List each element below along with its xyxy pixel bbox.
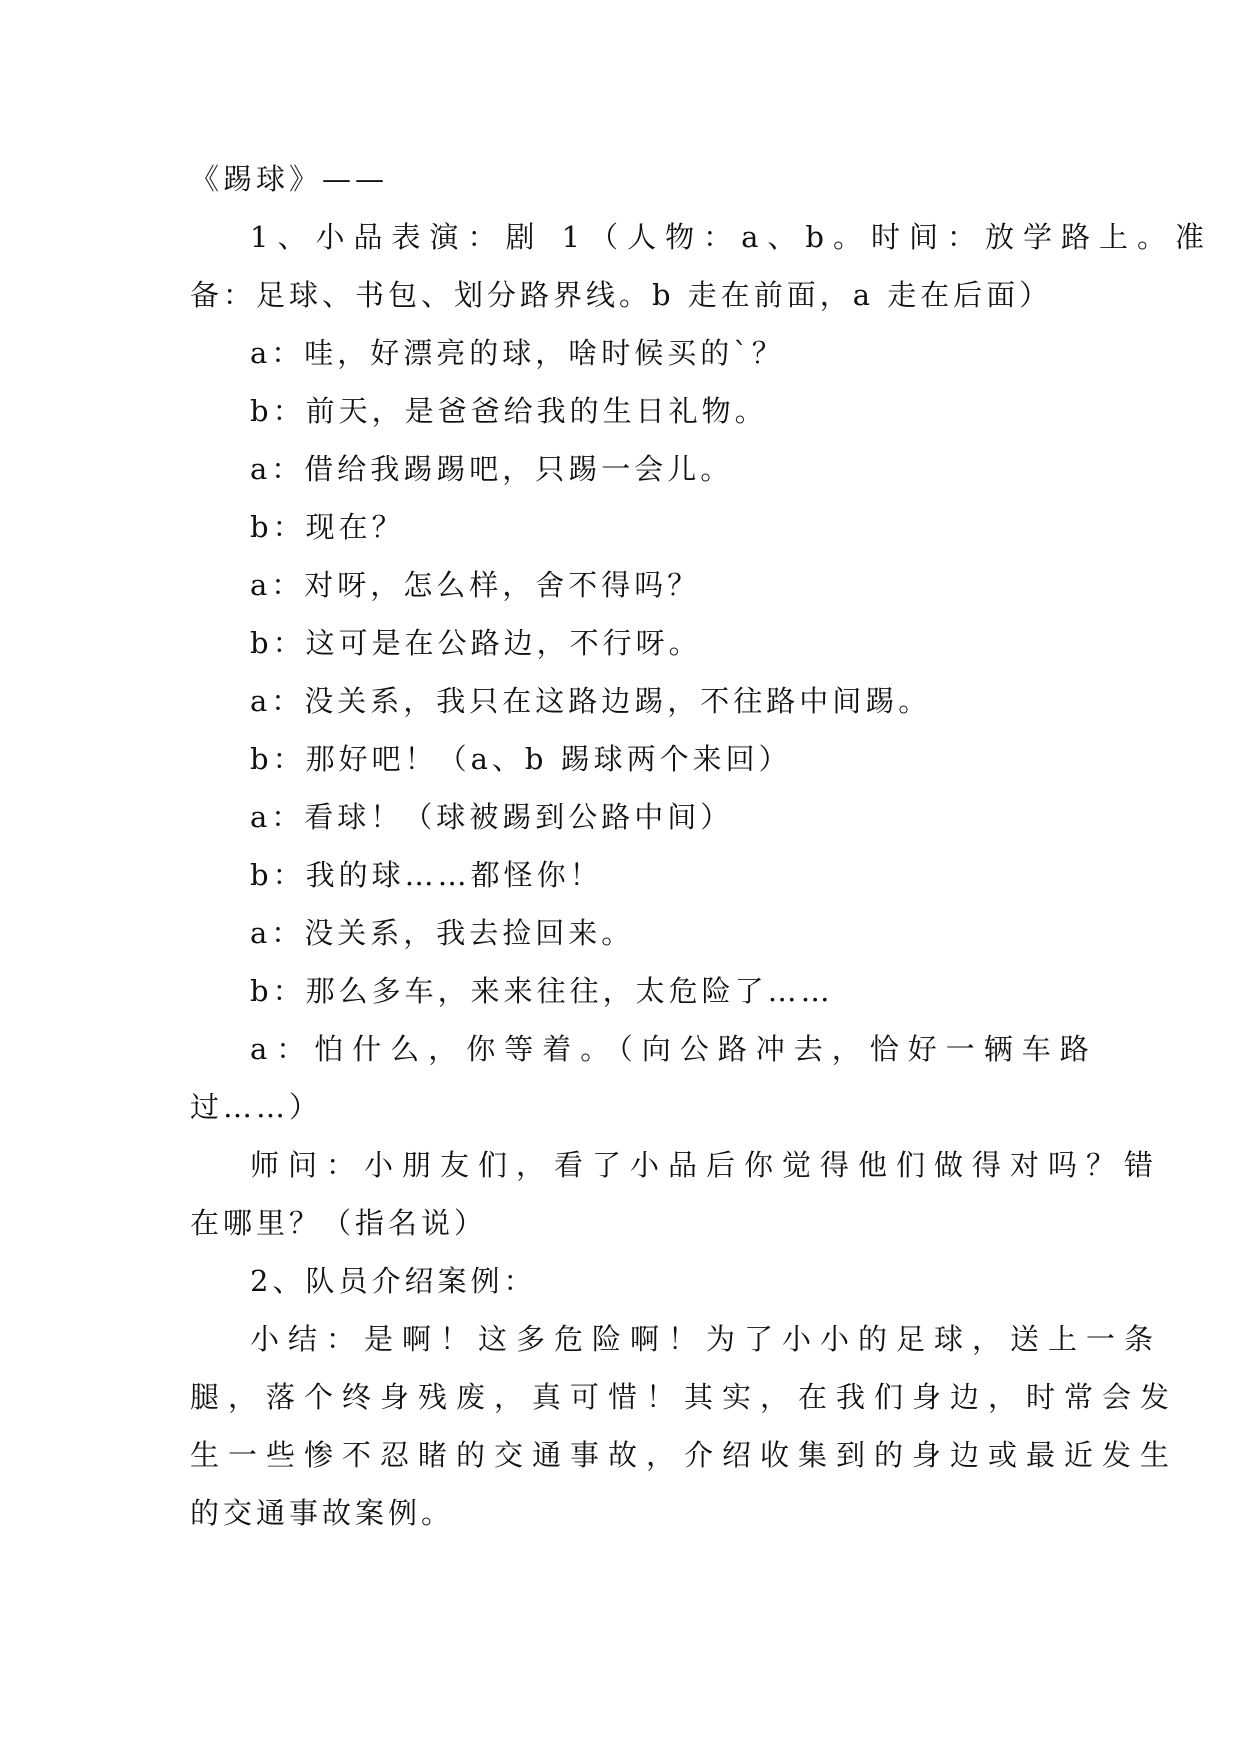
text-line: b：这可是在公路边，不行呀。 [250, 626, 702, 660]
document-title: 《踢球》—— [190, 162, 389, 196]
text-line: b：前天，是爸爸给我的生日礼物。 [250, 394, 768, 428]
text-line: 的交通事故案例。 [190, 1496, 455, 1530]
text-line: a：没关系，我只在这路边踢，不往路中间踢。 [250, 684, 932, 718]
text-line: 2、队员介绍案例： [250, 1264, 537, 1298]
text-line: b：现在？ [250, 510, 405, 544]
text-line: 腿，落个终身残废，真可惜！其实，在我们身边，时常会发 [190, 1380, 1179, 1414]
document-body [190, 150, 1213, 1542]
text-line: a：怕什么，你等着。（向公路冲去，恰好一辆车路 [250, 1032, 1098, 1066]
document-lines [190, 208, 1213, 1542]
text-line: 1、小品表演：剧 1（人物：a、b。时间：放学路上。准 [250, 220, 1213, 254]
text-line: 备：足球、书包、划分路界线。b 走在前面，a 走在后面） [190, 278, 1053, 312]
text-line: 生一些惨不忍睹的交通事故，介绍收集到的身边或最近发生 [190, 1438, 1179, 1472]
text-line: a：看球！（球被踢到公路中间） [250, 800, 734, 834]
text-line: b：那好吧！（a、b 踢球两个来回） [250, 742, 792, 776]
text-line: b：那么多车，来来往往，太危险了…… [250, 974, 834, 1008]
text-line: a：对呀，怎么样，舍不得吗？ [250, 568, 701, 602]
text-line: a：哇，好漂亮的球，啥时候买的`？ [250, 336, 785, 370]
text-line: 师问：小朋友们，看了小品后你觉得他们做得对吗？错 [250, 1148, 1163, 1182]
text-line: 小结：是啊！这多危险啊！为了小小的足球，送上一条 [250, 1322, 1163, 1356]
text-line: 在哪里？（指名说） [190, 1206, 488, 1240]
text-line: b：我的球……都怪你！ [250, 858, 603, 892]
text-line: 过……） [190, 1090, 323, 1124]
text-line: a：没关系，我去捡回来。 [250, 916, 635, 950]
text-line: a：借给我踢踢吧，只踢一会儿。 [250, 452, 734, 486]
